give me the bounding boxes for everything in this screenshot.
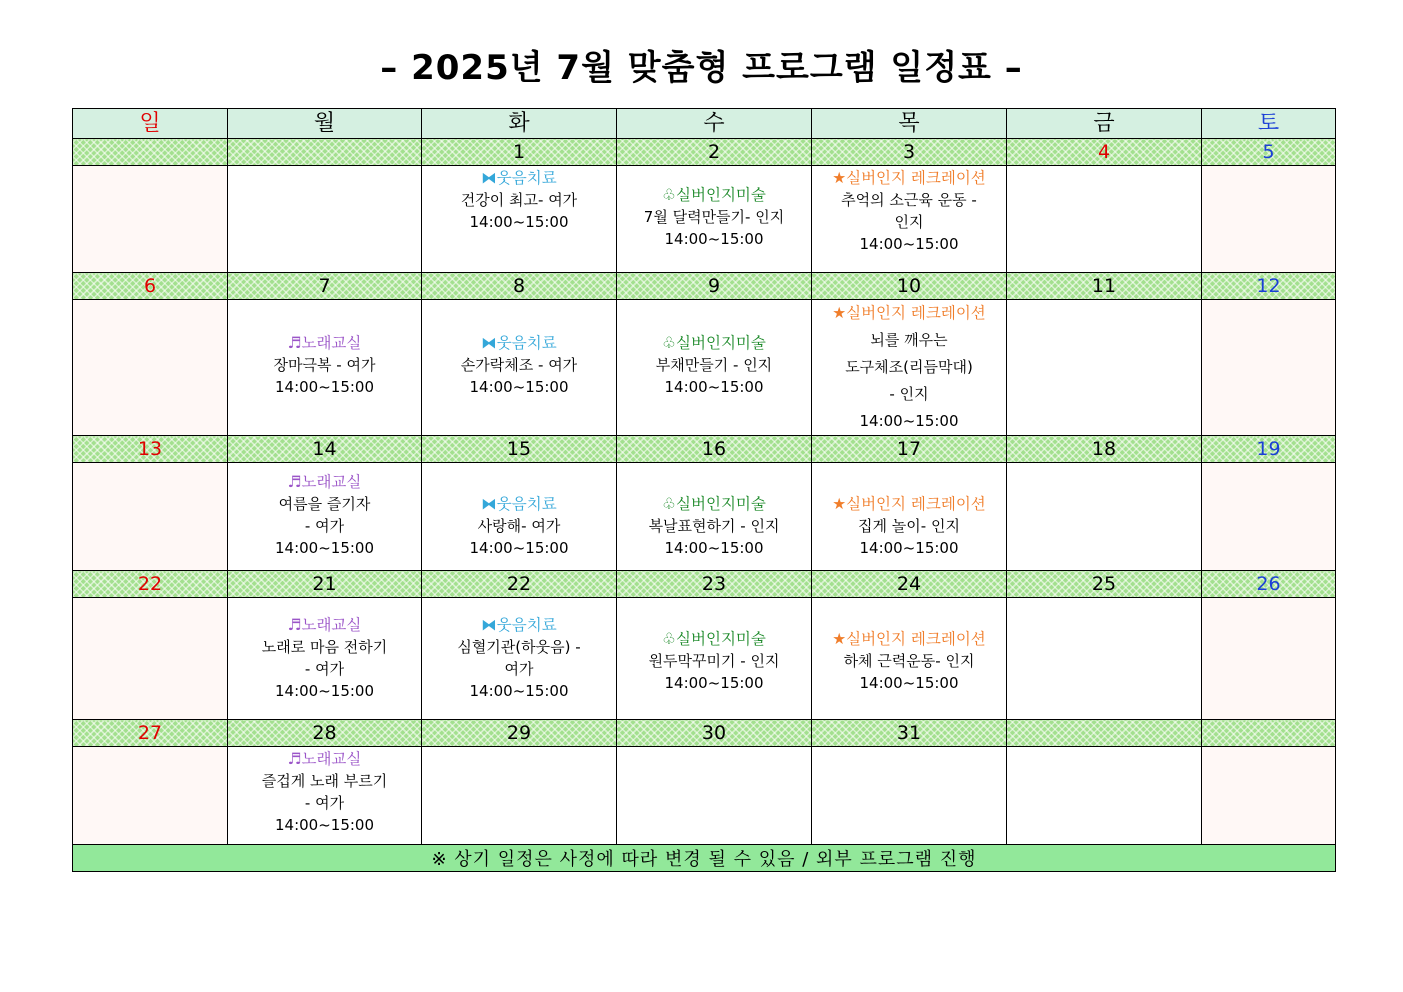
date-number: 26	[1202, 571, 1336, 598]
program-cell	[228, 463, 422, 571]
date-row	[73, 273, 1336, 300]
program-title: 여름을 즐기자	[278, 495, 371, 513]
program-cell	[422, 166, 617, 273]
program-title: 뇌를 깨우는	[870, 331, 948, 349]
date-number: 8	[422, 273, 617, 300]
program-category-label: ★실버인지 레크레이션	[832, 304, 986, 322]
date-number	[228, 139, 422, 166]
program-time: 14:00~15:00	[274, 539, 375, 557]
date-number: 28	[228, 720, 422, 747]
date-number	[1007, 720, 1202, 747]
program-cell	[422, 463, 617, 571]
program-title: 사랑해- 여가	[477, 517, 561, 535]
program-cell	[1007, 747, 1202, 845]
program-time: 14:00~15:00	[469, 213, 569, 231]
program-cell	[812, 300, 1007, 436]
program-cell	[1202, 166, 1336, 273]
program-category-label: ★실버인지 레크레이션	[832, 495, 986, 513]
program-title: 7월 달력만들기- 인지	[643, 208, 785, 226]
date-row	[73, 571, 1336, 598]
date-number: 14	[228, 436, 422, 463]
program-time: 14:00~15:00	[469, 682, 569, 700]
date-number: 5	[1202, 139, 1336, 166]
program-cell	[617, 463, 812, 571]
program-title: - 인지	[889, 385, 929, 403]
program-cell	[617, 747, 812, 845]
program-time: 14:00~15:00	[469, 539, 569, 557]
weekday-tuesday: 화	[422, 109, 617, 139]
program-category-label: ♧실버인지미술	[662, 495, 766, 513]
schedule-table	[72, 108, 1336, 872]
program-cell	[73, 300, 228, 436]
program-cell	[422, 747, 617, 845]
program-time: 14:00~15:00	[859, 539, 959, 557]
program-row	[73, 166, 1336, 273]
program-time: 14:00~15:00	[664, 674, 764, 692]
program-cell	[1202, 747, 1336, 845]
program-title: 인지	[894, 213, 924, 231]
program-title: 손가락체조 - 여가	[460, 356, 578, 374]
program-row	[73, 300, 1336, 436]
program-title: 노래로 마음 전하기	[261, 638, 388, 656]
date-number: 3	[812, 139, 1007, 166]
program-time: 14:00~15:00	[274, 378, 375, 396]
program-title: 여가	[504, 660, 534, 678]
program-time: 14:00~15:00	[664, 539, 764, 557]
program-title: - 여가	[304, 517, 345, 535]
date-number: 16	[617, 436, 812, 463]
program-cell	[228, 598, 422, 720]
date-number: 30	[617, 720, 812, 747]
date-number: 11	[1007, 273, 1202, 300]
program-category-label: ♧실버인지미술	[662, 630, 766, 648]
program-cell	[812, 463, 1007, 571]
program-category-label: ⧓웃음치료	[481, 169, 557, 187]
program-cell	[228, 166, 422, 273]
weekday-friday: 금	[1007, 109, 1202, 139]
program-cell	[73, 463, 228, 571]
date-number: 9	[617, 273, 812, 300]
date-number: 12	[1202, 273, 1336, 300]
note-row	[73, 845, 1336, 872]
program-category-label: ♬노래교실	[287, 616, 362, 634]
weekday-wednesday: 수	[617, 109, 812, 139]
date-number: 13	[73, 436, 228, 463]
program-title: 즐겁게 노래 부르기	[261, 772, 388, 790]
program-category-label: ♬노래교실	[287, 473, 362, 491]
program-title: 장마극복 - 여가	[273, 356, 376, 374]
program-cell	[617, 166, 812, 273]
program-time: 14:00~15:00	[859, 235, 959, 253]
program-time: 14:00~15:00	[274, 816, 375, 834]
program-cell	[73, 166, 228, 273]
program-title: 건강이 최고- 여가	[460, 191, 578, 209]
weekday-monday: 월	[228, 109, 422, 139]
date-number: 7	[228, 273, 422, 300]
date-number: 23	[617, 571, 812, 598]
date-number	[1202, 720, 1336, 747]
program-title: 하체 근력운동- 인지	[843, 652, 975, 670]
date-number: 25	[1007, 571, 1202, 598]
program-title: - 여가	[304, 794, 345, 812]
program-category-label: ♧실버인지미술	[662, 186, 766, 204]
program-title: 원두막꾸미기 - 인지	[648, 652, 780, 670]
weekday-sunday: 일	[73, 109, 228, 139]
program-cell	[812, 747, 1007, 845]
program-cell	[1007, 300, 1202, 436]
date-number: 31	[812, 720, 1007, 747]
date-number: 22	[422, 571, 617, 598]
date-number: 2	[617, 139, 812, 166]
weekday-saturday: 토	[1202, 109, 1336, 139]
program-title: 심혈기관(하웃음) -	[457, 638, 581, 656]
date-number: 15	[422, 436, 617, 463]
program-cell	[812, 166, 1007, 273]
date-number	[73, 139, 228, 166]
program-category-label: ♬노래교실	[287, 334, 362, 352]
program-time: 14:00~15:00	[469, 378, 569, 396]
date-number: 10	[812, 273, 1007, 300]
program-category-label: ♧실버인지미술	[662, 334, 766, 352]
program-cell	[73, 747, 228, 845]
program-cell	[422, 300, 617, 436]
program-category-label: ⧓웃음치료	[481, 616, 557, 634]
weekday-thursday: 목	[812, 109, 1007, 139]
schedule-note: ※ 상기 일정은 사정에 따라 변경 될 수 있음 / 외부 프로그램 진행	[73, 845, 1336, 872]
program-cell	[422, 598, 617, 720]
date-number: 6	[73, 273, 228, 300]
program-title: 부채만들기 - 인지	[655, 356, 773, 374]
date-row	[73, 436, 1336, 463]
date-number: 24	[812, 571, 1007, 598]
page-title: – 2025년 7월 맞춤형 프로그램 일정표 –	[380, 48, 1023, 88]
program-time: 14:00~15:00	[859, 674, 959, 692]
date-number: 21	[228, 571, 422, 598]
program-cell	[1007, 598, 1202, 720]
program-cell	[73, 598, 228, 720]
program-time: 14:00~15:00	[664, 378, 764, 396]
program-category-label: ★실버인지 레크레이션	[832, 630, 986, 648]
date-number: 22	[73, 571, 228, 598]
program-category-label: ★실버인지 레크레이션	[832, 169, 986, 187]
program-category-label: ⧓웃음치료	[481, 495, 557, 513]
program-category-label: ⧓웃음치료	[481, 334, 557, 352]
program-cell	[1007, 166, 1202, 273]
program-cell	[1007, 463, 1202, 571]
date-number: 29	[422, 720, 617, 747]
program-cell	[1202, 300, 1336, 436]
program-cell	[1202, 463, 1336, 571]
date-number: 1	[422, 139, 617, 166]
date-number: 19	[1202, 436, 1336, 463]
program-title: 도구체조(리듬막대)	[845, 358, 973, 376]
program-row	[73, 463, 1336, 571]
date-row	[73, 139, 1336, 166]
program-title: - 여가	[304, 660, 345, 678]
program-cell	[617, 598, 812, 720]
program-cell	[617, 300, 812, 436]
program-row	[73, 747, 1336, 845]
program-time: 14:00~15:00	[859, 412, 959, 430]
date-number: 17	[812, 436, 1007, 463]
program-cell	[228, 747, 422, 845]
weekday-header-row	[73, 109, 1336, 139]
program-row	[73, 598, 1336, 720]
date-row	[73, 720, 1336, 747]
date-number: 18	[1007, 436, 1202, 463]
program-cell	[1202, 598, 1336, 720]
program-time: 14:00~15:00	[274, 682, 375, 700]
program-time: 14:00~15:00	[664, 230, 764, 248]
program-title: 복날표현하기 - 인지	[648, 517, 780, 535]
program-cell	[812, 598, 1007, 720]
program-cell	[228, 300, 422, 436]
program-title: 집게 놀이- 인지	[858, 517, 960, 535]
program-title: 추억의 소근육 운동 -	[841, 191, 977, 209]
date-number: 27	[73, 720, 228, 747]
program-category-label: ♬노래교실	[287, 750, 362, 768]
date-number: 4	[1007, 139, 1202, 166]
